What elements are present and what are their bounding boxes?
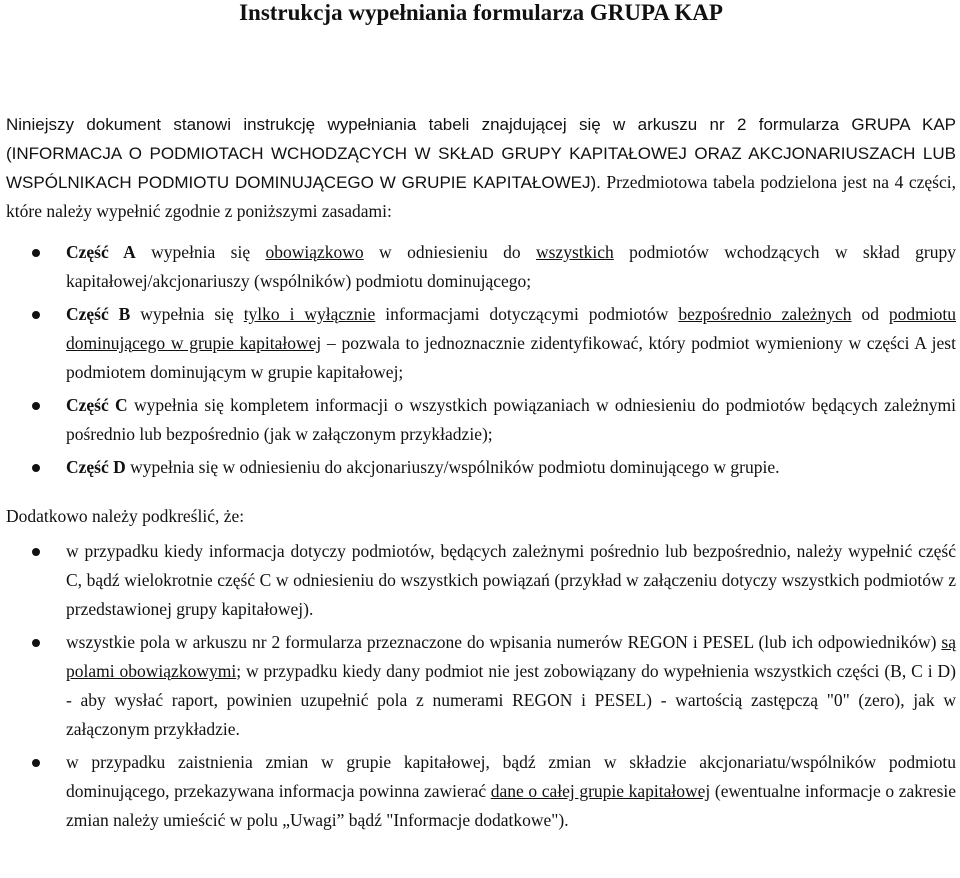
rule-item-a [6, 238, 956, 296]
rule-item-c [6, 391, 956, 449]
rule-text: podmiotów wchodzących w skład grupy kapitałowej/akcjonariuszy (wspólników) podmiotu dominującego; [66, 242, 956, 291]
rule-text: informacjami dotyczącymi podmiotów [375, 304, 679, 324]
bullet-icon [32, 402, 40, 410]
additional-heading: Dodatkowo należy podkreślić, że: [6, 506, 245, 526]
rule-item-b [6, 300, 956, 387]
note-text: w przypadku kiedy informacja dotyczy podmiotów, będących zależnymi pośrednio lub bezpośrednio, należy wypełnić część C, bądź wielokrotnie część C w odniesieniu do wszystkich powiązań (przykład w załączeniu dotyczy wszystkich podmiotów z przedstawionej grupy kapitałowej). [66, 541, 956, 619]
rule-item-d [6, 453, 956, 482]
note-text: w przypadku zaistnienia zmian w grupie kapitałowej, bądź zmian w składzie akcjonariatu/wspólników podmiotu dominującego, przekazywana informacja powinna zawierać [66, 752, 956, 801]
note-text: ; w przypadku kiedy dany podmiot nie jest zobowiązany do wypełnienia wszystkich części (B, C i D) - aby wysłać raport, powinien uzupełnić pola z numerami REGON i PESEL) - wartością zastępczą "0" (zero), jak w załączonym przykładzie. [66, 661, 956, 739]
rule-underlined-text: wszystkich [536, 242, 614, 262]
rule-label: Część C [66, 395, 128, 415]
rule-underlined-text: obowiązkowo [265, 242, 364, 262]
note-item-3 [6, 748, 956, 835]
rule-text: wypełnia się kompletem informacji o wszystkich powiązaniach w odniesieniu do podmiotów będących zależnymi pośrednio lub bezpośrednio (jak w załączonym przykładzie); [66, 395, 956, 444]
intro-continuation: Przedmiotowa tabela podzielona jest na 4 części, które należy wypełnić zgodnie z poniższymi zasadami: [6, 172, 956, 221]
rule-text: wypełnia się w odniesieniu do akcjonariuszy/wspólników podmiotu dominującego w grupie. [125, 457, 780, 477]
notes-list [6, 537, 956, 835]
bullet-icon [32, 639, 40, 647]
note-underlined-text: dane o całej grupie kapitałowej [490, 781, 711, 801]
intro-form-description: Niniejszy dokument stanowi instrukcję wypełniania tabeli znajdującej się w arkuszu nr 2 formularza GRUPA KAP (INFORMACJA O PODMIOTACH WCHODZĄCYCH W SKŁAD GRUPY KAPITAŁOWEJ ORAZ AKCJONARIUSZACH LUB WSPÓLNIKACH PODMIOTU DOMINUJĄCEGO W GRUPIE KAPITAŁOWEJ). [6, 115, 956, 192]
rule-text: wypełnia się [135, 242, 266, 262]
note-underlined-text: są polami obowiązkowymi [66, 632, 956, 681]
bullet-icon [32, 311, 40, 319]
bullet-icon [32, 249, 40, 257]
rule-text: od [851, 304, 889, 324]
note-text: (ewentualne informacje o zakresie zmian należy umieścić w polu „Uwagi” bądź "Informacje dodatkowe"). [66, 781, 957, 830]
rule-label: Część A [66, 242, 136, 262]
rule-underlined-text: tylko i wyłącznie [243, 304, 376, 324]
rule-text: w odniesieniu do [363, 242, 536, 262]
note-item-1 [6, 537, 956, 624]
spacer [6, 26, 956, 110]
rule-text: – pozwala to jednoznacznie zidentyfikować, który podmiot wymieniony w części A jest podmiotem dominującym w grupie kapitałowej; [66, 333, 956, 382]
document-page [6, 0, 956, 839]
bullet-icon [32, 464, 40, 472]
bullet-icon [32, 548, 40, 556]
rule-text: wypełnia się [130, 304, 244, 324]
rule-label: Część B [66, 304, 131, 324]
document-title: Instrukcja wypełniania formularza GRUPA KAP [239, 0, 723, 25]
rule-label: Część D [66, 457, 126, 477]
rules-list [6, 238, 956, 482]
note-text: wszystkie pola w arkuszu nr 2 formularza przeznaczone do wpisania numerów REGON i PESEL (lub ich odpowiedników) [66, 632, 942, 652]
note-item-2 [6, 628, 956, 744]
bullet-icon [32, 759, 40, 767]
rule-underlined-text: bezpośrednio zależnych [678, 304, 852, 324]
intro-paragraph [6, 110, 956, 226]
rule-underlined-text: podmiotu dominującego w grupie kapitałowej [66, 304, 956, 353]
